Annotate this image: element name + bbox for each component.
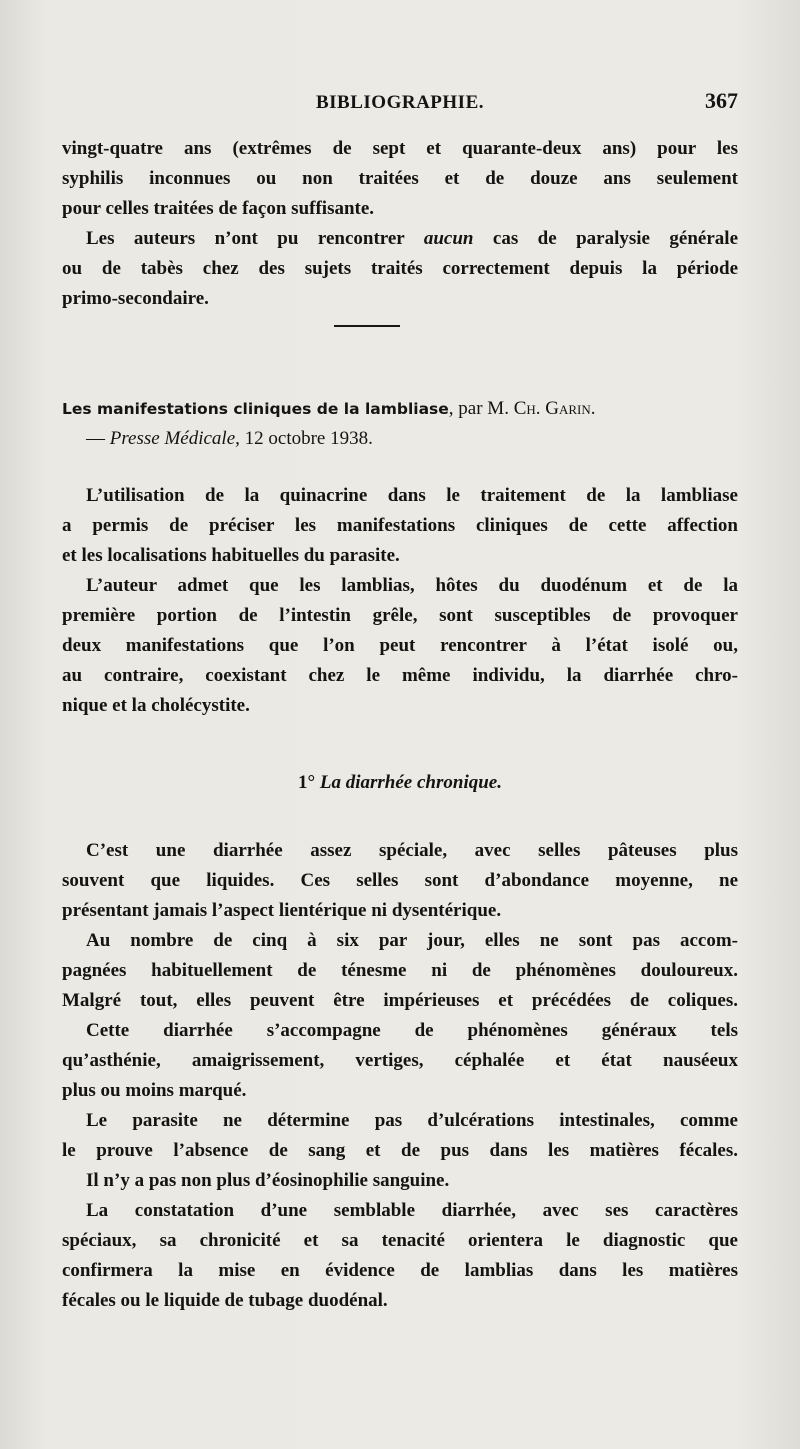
text-line: présentant jamais l’aspect lientérique ni dysentérique. bbox=[62, 900, 502, 921]
byline: , par M. bbox=[448, 398, 514, 419]
article-title: Les manifestations cliniques de la lambliase bbox=[62, 400, 449, 418]
section-divider bbox=[334, 325, 400, 327]
article-heading bbox=[62, 394, 738, 454]
text-line: pour celles traitées de façon suffisante. bbox=[62, 198, 375, 219]
text-line-with-emphasis bbox=[62, 224, 738, 254]
text-line: au contraire, coexistant chez le même individu, la diarrhée chro- bbox=[62, 665, 738, 686]
text-line: confirmera la mise en évidence de lamblias dans les matières bbox=[62, 1260, 738, 1281]
intro-paragraphs bbox=[62, 481, 738, 721]
emphasis: aucun bbox=[423, 228, 474, 249]
text-line: le prouve l’absence de sang et de pus dans les matières fécales. bbox=[62, 1140, 738, 1161]
running-title: BIBLIOGRAPHIE. bbox=[315, 92, 484, 113]
text-line: qu’asthénie, amaigrissement, vertiges, céphalée et état nauséeux bbox=[62, 1050, 738, 1071]
text-line: a permis de préciser les manifestations cliniques de cette affection bbox=[62, 515, 738, 536]
text-line: et les localisations habituelles du parasite. bbox=[62, 545, 400, 566]
page-number: 367 bbox=[705, 88, 738, 113]
text-line: La constatation d’une semblable diarrhée, avec ses caractères bbox=[86, 1200, 738, 1221]
text-line: fécales ou le liquide de tubage duodénal. bbox=[62, 1290, 388, 1311]
journal: Presse Médicale, bbox=[109, 428, 240, 449]
text-line: spéciaux, sa chronicité et sa tenacité orientera le diagnostic que bbox=[62, 1230, 738, 1251]
text-line: primo-secondaire. bbox=[62, 288, 209, 309]
text-line: deux manifestations que l’on peut rencontrer à l’état isolé ou, bbox=[62, 635, 738, 656]
publication-date: 12 octobre 1938. bbox=[244, 428, 373, 449]
text-line: L’auteur admet que les lamblias, hôtes du duodénum et de la bbox=[86, 575, 738, 596]
continued-paragraph bbox=[62, 134, 738, 314]
text-line: vingt-quatre ans (extrêmes de sept et quarante-deux ans) pour les bbox=[62, 138, 738, 159]
text-line: L’utilisation de la quinacrine dans le traitement de la lambliase bbox=[86, 485, 738, 506]
citation-line bbox=[62, 424, 738, 454]
text-line: C’est une diarrhée assez spéciale, avec selles pâteuses plus bbox=[86, 840, 738, 861]
text-line: première portion de l’intestin grêle, sont susceptibles de provoquer bbox=[62, 605, 738, 626]
section-title: La diarrhée chronique. bbox=[319, 772, 502, 793]
text-line: Au nombre de cinq à six par jour, elles ne sont pas accom- bbox=[86, 930, 738, 951]
text-line: Il n’y a pas non plus d’éosinophilie sanguine. bbox=[86, 1170, 450, 1191]
text-line: Cette diarrhée s’accompagne de phénomènes généraux tels bbox=[86, 1020, 738, 1041]
text-line: syphilis inconnues ou non traitées et de douze ans seulement bbox=[62, 168, 738, 189]
text-line: Malgré tout, elles peuvent être impérieuses et précédées de coliques. bbox=[62, 990, 738, 1011]
citation-dash: — bbox=[86, 428, 105, 449]
text-line: ou de tabès chez des sujets traités correctement depuis la période bbox=[62, 258, 738, 279]
section-heading bbox=[62, 772, 738, 794]
body-paragraphs bbox=[62, 836, 738, 1316]
text-line: souvent que liquides. Ces selles sont d’abondance moyenne, ne bbox=[62, 870, 738, 891]
text-line: plus ou moins marqué. bbox=[62, 1080, 247, 1101]
text-line: nique et la cholécystite. bbox=[62, 695, 250, 716]
text-line: pagnées habituellement de ténesme ni de phénomènes douloureux. bbox=[62, 960, 738, 981]
author: Ch. Garin. bbox=[513, 398, 596, 419]
article-title-line bbox=[62, 394, 738, 424]
text-span: cas de paralysie générale bbox=[492, 228, 739, 249]
section-number: 1° bbox=[298, 772, 316, 793]
running-header bbox=[62, 88, 738, 122]
text-span: Les auteurs n’ont pu rencontrer bbox=[86, 228, 405, 249]
text-line: Le parasite ne détermine pas d’ulcérations intestinales, comme bbox=[86, 1110, 738, 1131]
